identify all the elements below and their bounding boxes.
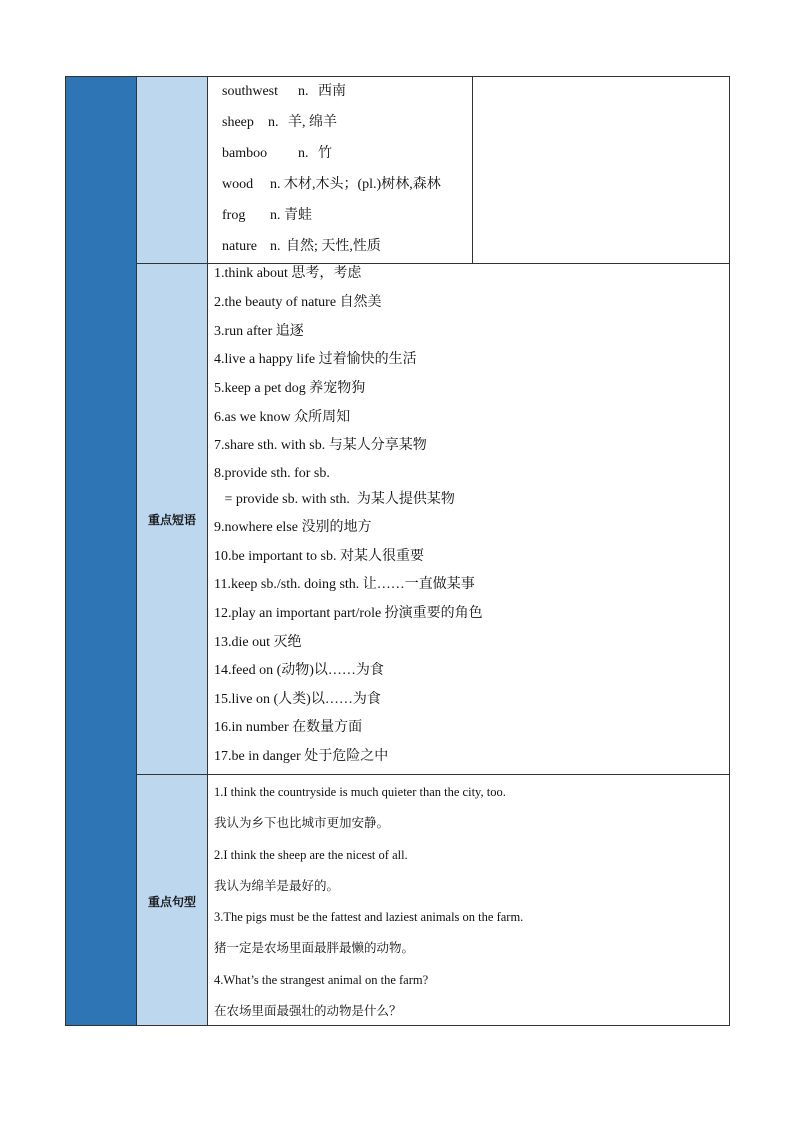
phrase-item: 16.in number 在数量方面 <box>214 720 363 735</box>
sentence-item: 3.The pigs must be the fattest and laziest animals on the farm. <box>214 910 524 924</box>
vocab-meaning: 自然; 天性,性质 <box>286 239 381 254</box>
vocab-word: sheep <box>222 115 254 130</box>
phrase-item: 8.provide sth. for sb. <box>214 466 330 481</box>
phrase-item: 12.play an important part/role 扮演重要的角色 <box>214 606 483 621</box>
phrase-item: 5.keep a pet dog 养宠物狗 <box>214 381 366 396</box>
vocab-pos: n. <box>270 177 281 192</box>
vocab-pos: n. <box>268 115 279 130</box>
sentence-item: 在农场里面最强壮的动物是什么？ <box>214 1004 402 1018</box>
vocab-pos: n. <box>270 239 281 254</box>
vocab-pos: n. <box>298 146 309 161</box>
phrase-item: 10.be important to sb. 对某人很重要 <box>214 549 424 564</box>
sentences-section-label: 重点句型 <box>147 895 196 909</box>
sentence-item: 我认为绵羊是最好的。 <box>214 879 340 893</box>
vocab-item <box>222 238 381 256</box>
phrase-item: 4.live a happy life 过着愉快的生活 <box>214 352 417 367</box>
row-divider-vocab <box>137 263 730 264</box>
vocab-word: southwest <box>222 84 278 99</box>
sentence-item: 我认为乡下也比城市更加安静。 <box>214 816 390 830</box>
phrase-item: 1.think about 思考，考虑 <box>214 266 362 281</box>
category-column <box>66 77 137 1025</box>
sentence-item: 1.I think the countryside is much quieter than the city, too. <box>214 785 506 799</box>
section-label-column <box>137 77 208 1025</box>
vocab-meaning: 青蛙 <box>284 208 312 223</box>
phrase-item: 7.share sth. with sb. 与某人分享某物 <box>214 438 427 453</box>
vocab-word: frog <box>222 208 246 223</box>
vocab-meaning: 羊, 绵羊 <box>288 115 337 130</box>
vocab-item <box>222 176 441 194</box>
vocab-meaning: 西南 <box>318 84 346 99</box>
phrase-item: 3.run after 追逐 <box>214 324 304 339</box>
row-divider-phrases <box>137 774 730 775</box>
vocab-word: bamboo <box>222 146 268 161</box>
sentence-item: 2.I think the sheep are the nicest of all. <box>214 848 408 862</box>
vocab-word: wood <box>222 177 254 192</box>
phrase-item: 17.be in danger 处于危险之中 <box>214 749 389 764</box>
phrase-item: 14.feed on (动物)以……为食 <box>214 663 384 678</box>
vocab-item <box>222 207 312 225</box>
phrase-item: 6.as we know 众所周知 <box>214 410 351 425</box>
vocab-pos: n. <box>298 84 309 99</box>
phrase-item: 11.keep sb./sth. doing sth. 让……一直做某事 <box>214 577 475 592</box>
vocab-word: nature <box>222 239 257 254</box>
vocab-meaning: 木材,木头；(pl.)树林,森林 <box>284 177 441 192</box>
vocabulary-table <box>65 76 730 1026</box>
phrase-item: 9.nowhere else 没别的地方 <box>214 520 372 535</box>
vocab-pos: n. <box>270 208 281 223</box>
vocab-item <box>222 83 346 101</box>
phrase-item: 15.live on (人类)以……为食 <box>214 692 381 707</box>
sentence-item: 4.What’s the strangest animal on the farm? <box>214 973 429 987</box>
phrases-section-label: 重点短语 <box>147 513 196 527</box>
vocab-column-divider <box>472 77 473 263</box>
phrase-item: = provide sb. with sth. 为某人提供某物 <box>214 492 455 507</box>
phrase-item: 13.die out 灭绝 <box>214 635 302 650</box>
vocab-meaning: 竹 <box>318 146 332 161</box>
sentence-item: 猪一定是农场里面最胖最懒的动物。 <box>214 941 415 955</box>
phrase-item: 2.the beauty of nature 自然美 <box>214 295 382 310</box>
vocab-item <box>222 114 337 132</box>
vocab-item <box>222 145 332 163</box>
